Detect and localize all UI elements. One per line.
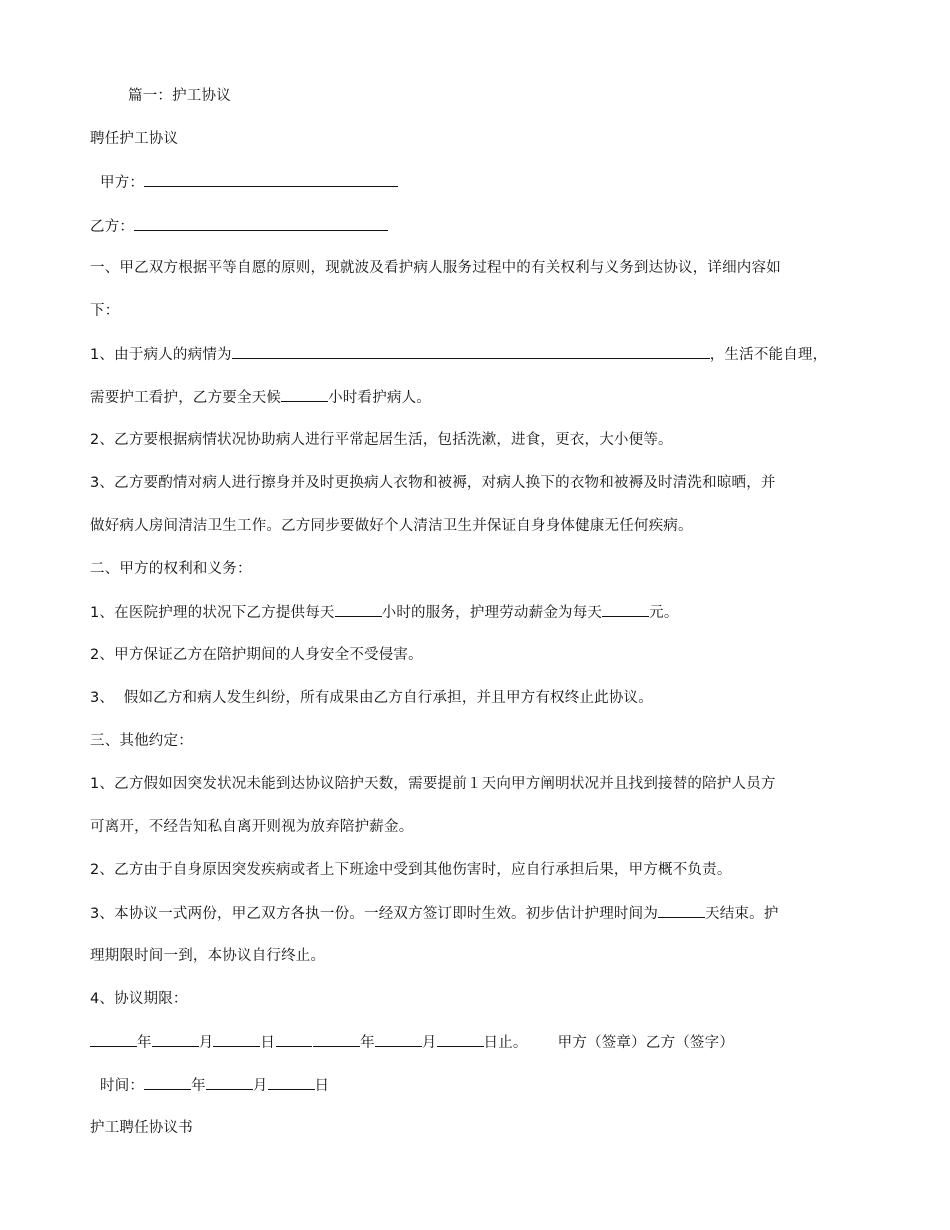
- time-label: 时间：: [100, 1078, 145, 1094]
- party-a-label: 甲方：: [100, 175, 145, 191]
- end-day-blank: [437, 1032, 484, 1047]
- start-day-blank: [213, 1032, 260, 1047]
- clause-text: 1、由于病人的病情为: [90, 347, 232, 363]
- signing-date-line: [100, 1075, 329, 1096]
- section-heading: 篇一：护工协议: [128, 88, 231, 104]
- paragraph-8b: 可离开，不经告知私自离开则视为放弃陪护薪金。: [90, 819, 414, 835]
- year-label: 年: [137, 1035, 152, 1051]
- day-label: 日: [260, 1035, 276, 1051]
- hours-blank: [281, 387, 328, 402]
- section-2-heading: 二、甲方的权利和义务：: [90, 561, 252, 577]
- document-title: 聘任护工协议: [90, 131, 179, 147]
- clause-text: ，生活不能自理，: [709, 347, 828, 363]
- signature-labels: 甲方（签章）乙方（签字）: [557, 1035, 735, 1051]
- start-year-blank: [90, 1032, 137, 1047]
- term-date-line: [90, 1032, 734, 1053]
- end-year-blank: [313, 1032, 360, 1047]
- party-b-label: 乙方：: [90, 219, 135, 235]
- paragraph-1a: 一、甲乙双方根据平等自愿的原则，现就波及看护病人服务过程中的有关权利与义务到达协议，详细内容如: [90, 260, 781, 276]
- range-dash: [276, 1037, 312, 1047]
- end-month-blank: [375, 1032, 422, 1047]
- month-label: 月: [252, 1078, 268, 1094]
- paragraph-2b: [90, 387, 431, 408]
- day-label: 日: [314, 1078, 330, 1094]
- party-a-line: [100, 172, 398, 193]
- month-label: 月: [421, 1035, 437, 1051]
- paragraph-5: [90, 602, 679, 623]
- party-a-blank: [144, 172, 398, 187]
- paragraph-8a: 1、乙方假如因突发状况未能到达协议陪护天数，需要提前１天向甲方阐明状况并且找到接替的陪护人员方: [90, 776, 776, 792]
- year-label: 年: [360, 1035, 375, 1051]
- paragraph-9: 2、乙方由于自身原因突发疾病或者上下班途中受到其他伤害时，应自行承担后果，甲方概不负责。: [90, 862, 732, 878]
- paragraph-1b: 下：: [90, 303, 120, 319]
- clause-text: 元。: [649, 605, 679, 621]
- condition-blank: [232, 344, 710, 359]
- clause-text: 天结束。护: [705, 906, 779, 922]
- clause-text: 小时的服务，护理劳动薪金为每天: [381, 605, 603, 621]
- daily-hours-blank: [335, 602, 382, 617]
- clause-text: 3、本协议一式两份，甲乙双方各执一份。一经双方签订即时生效。初步估计护理时间为: [90, 906, 659, 922]
- paragraph-4a: 3、乙方要酌情对病人进行擦身并及时更换病人衣物和被褥，对病人换下的衣物和被褥及时清洗和晾晒，并: [90, 475, 776, 491]
- day-end-label: 日止。: [483, 1035, 528, 1051]
- clause-text: 小时看护病人。: [328, 390, 432, 406]
- month-label: 月: [198, 1035, 214, 1051]
- days-blank: [658, 903, 705, 918]
- clause-text: 1、在医院护理的状况下乙方提供每天: [90, 605, 335, 621]
- paragraph-11: 4、协议期限：: [90, 991, 188, 1007]
- start-month-blank: [152, 1032, 199, 1047]
- party-b-blank: [134, 216, 388, 231]
- daily-wage-blank: [602, 602, 649, 617]
- clause-text: 需要护工看护，乙方要全天候: [90, 390, 282, 406]
- footer-title: 护工聘任协议书: [90, 1120, 193, 1136]
- sign-day-blank: [268, 1075, 315, 1090]
- paragraph-4b: 做好病人房间清洁卫生工作。乙方同步要做好个人清洁卫生并保证自身身体健康无任何疾病。: [90, 518, 693, 534]
- paragraph-2a: [90, 344, 827, 365]
- sign-year-blank: [144, 1075, 191, 1090]
- paragraph-6: 2、甲方保证乙方在陪护期间的人身安全不受侵害。: [90, 647, 423, 663]
- paragraph-10a: [90, 903, 779, 924]
- paragraph-7: 3、 假如乙方和病人发生纠纷，所有成果由乙方自行承担，并且甲方有权终止此协议。: [90, 690, 653, 706]
- section-3-heading: 三、其他约定：: [90, 733, 193, 749]
- party-b-line: [90, 216, 388, 237]
- paragraph-10b: 理期限时间一到，本协议自行终止。: [90, 948, 326, 964]
- paragraph-3: 2、乙方要根据病情状况协助病人进行平常起居生活，包括洗漱，进食，更衣，大小便等。: [90, 432, 673, 448]
- sign-month-blank: [206, 1075, 253, 1090]
- year-label: 年: [191, 1078, 206, 1094]
